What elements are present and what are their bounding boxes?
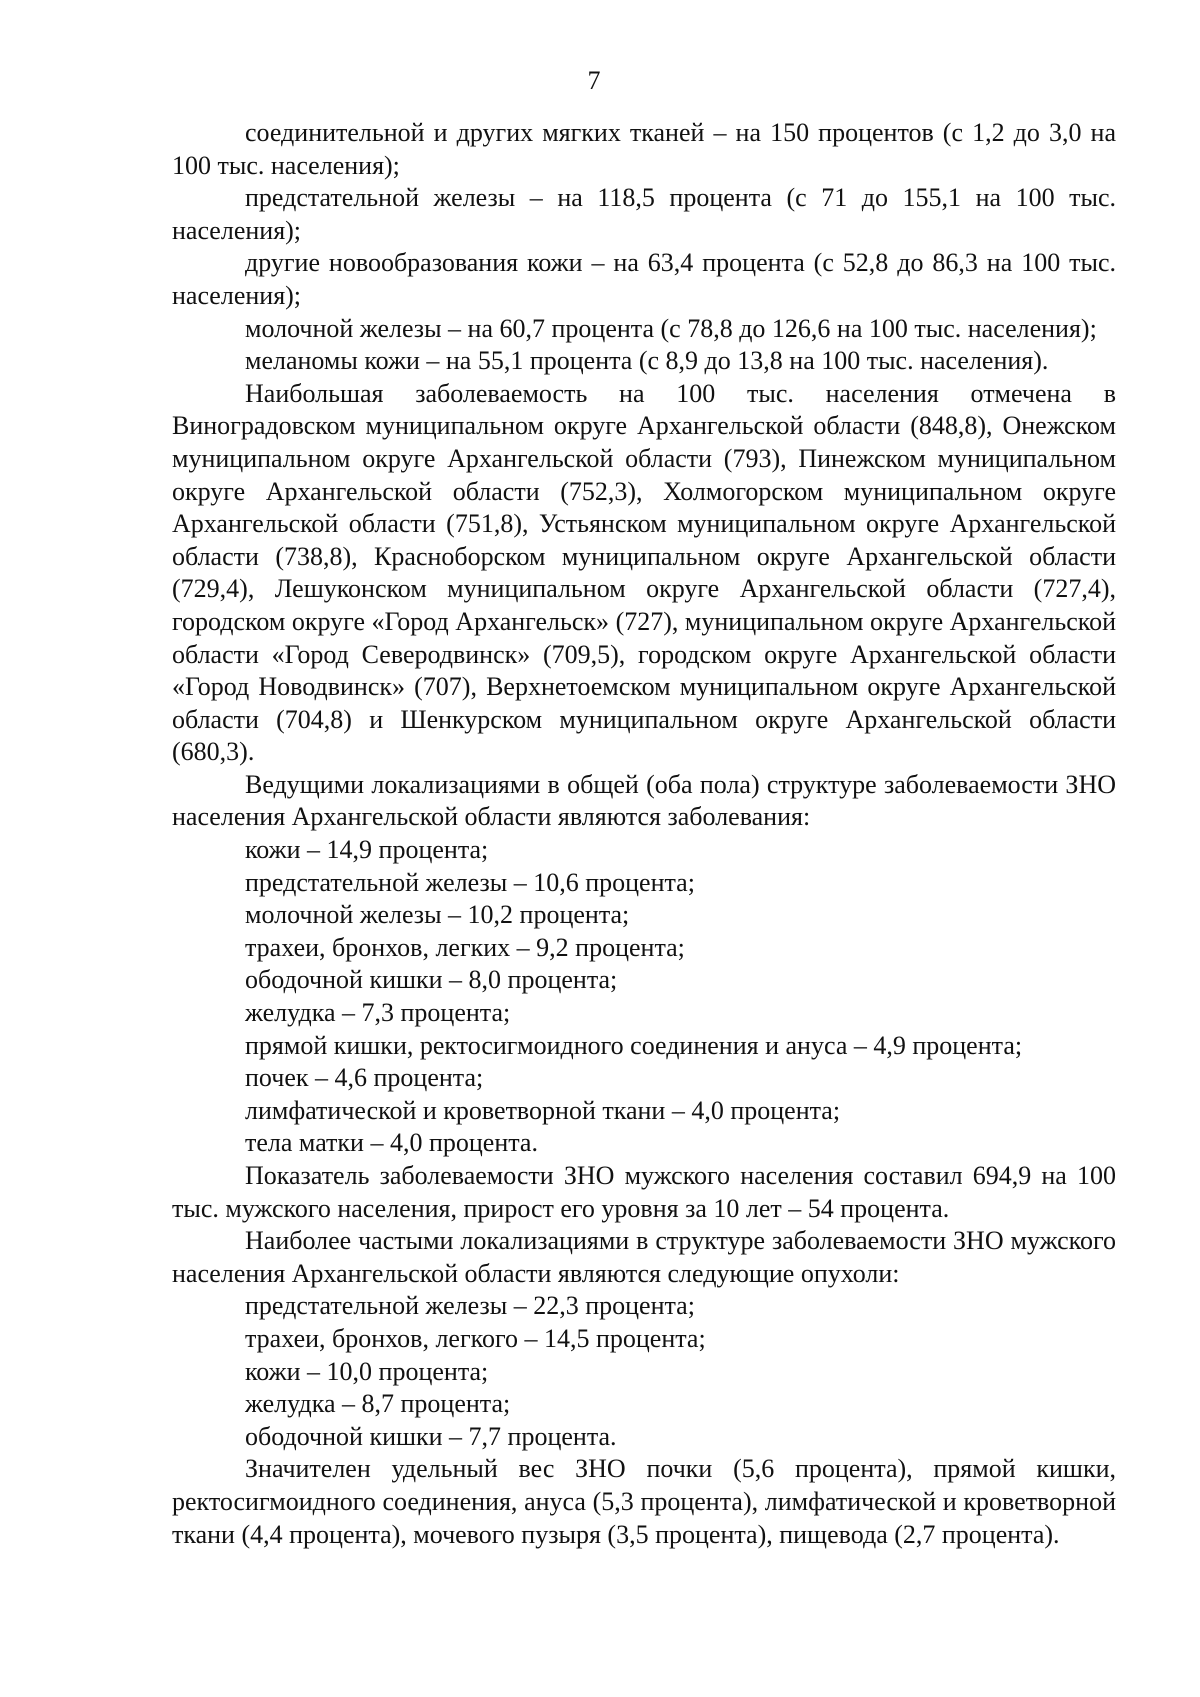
paragraph: соединительной и других мягких тканей – на 150 процентов (с 1,2 до 3,0 на 100 тыс. населения); <box>172 118 1116 180</box>
list-item: предстательной железы – 22,3 процента; <box>245 1291 695 1321</box>
list-item: меланомы кожи – на 55,1 процента (с 8,9 до 13,8 на 100 тыс. населения). <box>245 346 1049 376</box>
list-item: лимфатической и кроветворной ткани – 4,0 процента; <box>245 1095 841 1125</box>
paragraph: Ведущими локализациями в общей (оба пола) структуре заболеваемости ЗНО населения Архангельской области являются заболевания: <box>172 769 1116 832</box>
list-item: тела матки – 4,0 процента. <box>245 1128 538 1158</box>
paragraph: Значителен удельный вес ЗНО почки (5,6 процента), прямой кишки, ректосигмоидного соединения, ануса (5,3 процента), лимфатической и кроветворной ткани (4,4 процента), мочевого пузыря (3,5 процента), пищевода (2,7 процента). <box>172 1454 1116 1549</box>
list-item: молочной железы – 10,2 процента; <box>245 900 630 930</box>
paragraph: Показатель заболеваемости ЗНО мужского населения составил 694,9 на 100 тыс. мужского населения, прирост его уровня за 10 лет – 54 процента. <box>172 1161 1116 1223</box>
page-number: 7 <box>587 66 601 95</box>
paragraph: другие новообразования кожи – на 63,4 процента (с 52,8 до 86,3 на 100 тыс. населения); <box>172 248 1116 310</box>
list-item: желудка – 8,7 процента; <box>245 1389 511 1419</box>
document-body <box>172 117 1116 1551</box>
list-item: почек – 4,6 процента; <box>245 1063 484 1093</box>
paragraph: предстательной железы – на 118,5 процента (с 71 до 155,1 на 100 тыс. населения); <box>172 183 1116 245</box>
list-item: трахеи, бронхов, легкого – 14,5 процента; <box>245 1323 706 1353</box>
list-item: желудка – 7,3 процента; <box>245 998 511 1028</box>
paragraph: Наибольшая заболеваемость на 100 тыс. населения отмечена в Виноградовском муниципальном округе Архангельской области (848,8), Онежском муниципальном округе Архангельской области (793), Пинежском муниципальном округе Архангельской области (752,3), Холмогорском муниципальном округе Архангельской области (751,8), Устьянском муниципальном округе Архангельской области (738,8), Красноборском муниципальном округе Архангельской области (729,4), Лешуконском муниципальном округе Архангельской области (727,4), городском округе «Город Архангельск» (727), муниципальном округе Архангельской области «Город Северодвинск» (709,5), городском округе Архангельской области «Город Новодвинск» (707), Верхнетоемском муниципальном округе Архангельской области (704,8) и Шенкурском муниципальном округе Архангельской области (680,3). <box>172 378 1116 767</box>
list-item: ободочной кишки – 7,7 процента. <box>245 1421 617 1451</box>
list-item: кожи – 10,0 процента; <box>245 1356 489 1386</box>
list-item: кожи – 14,9 процента; <box>245 835 489 865</box>
list-item: молочной железы – на 60,7 процента (с 78,8 до 126,6 на 100 тыс. населения); <box>245 313 1097 343</box>
list-item: прямой кишки, ректосигмоидного соединения и ануса – 4,9 процента; <box>245 1030 1023 1060</box>
list-item: ободочной кишки – 8,0 процента; <box>245 965 618 995</box>
list-item: трахеи, бронхов, легких – 9,2 процента; <box>245 932 685 962</box>
list-item: предстательной железы – 10,6 процента; <box>245 867 695 897</box>
paragraph: Наиболее частыми локализациями в структуре заболеваемости ЗНО мужского населения Архангельской области являются следующие опухоли: <box>172 1226 1116 1288</box>
